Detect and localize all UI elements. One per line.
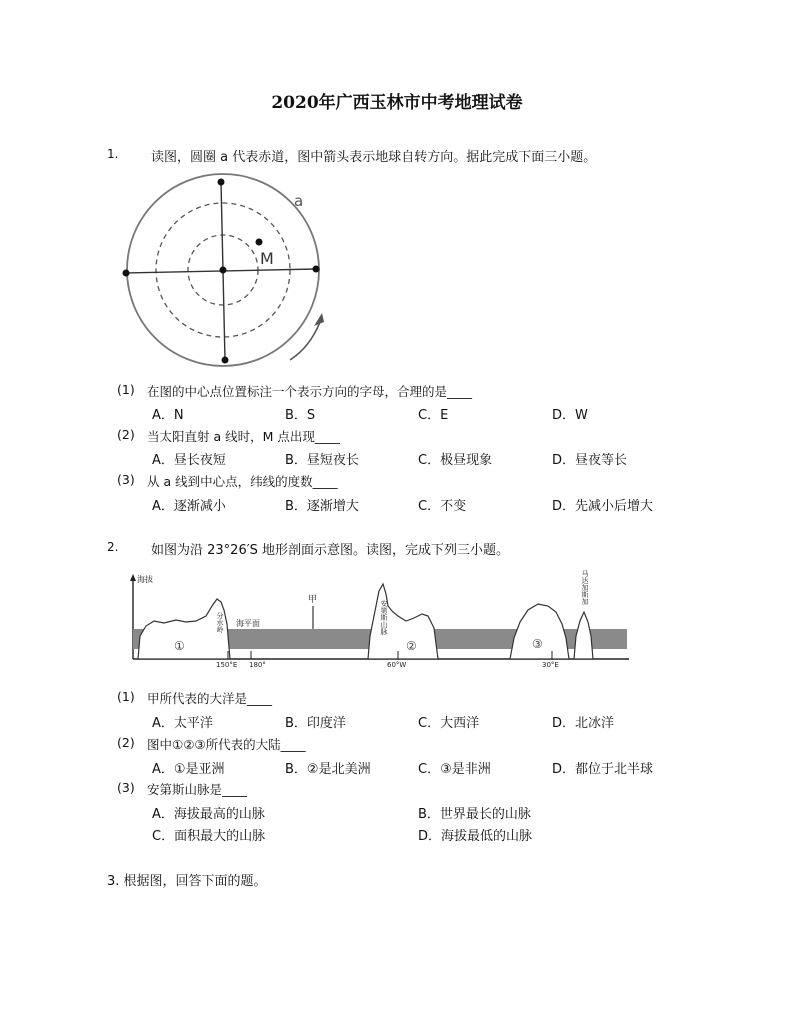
q1-sub2-option-c[interactable]: C．极昼现象 xyxy=(418,453,493,468)
q2-sub1-text: 甲所代表的大洋是____ xyxy=(147,691,273,706)
q1-sub1-number: (1) xyxy=(117,382,135,397)
q1-sub3-option-a[interactable]: A．逐渐减小 xyxy=(152,499,226,514)
center-dot xyxy=(220,267,227,274)
q2-sub3-option-a[interactable]: A．海拔最高的山脉 xyxy=(152,807,265,822)
q2-sub3-option-d[interactable]: D．海拔最低的山脉 xyxy=(418,829,533,844)
q2-sub3-option-c[interactable]: C．面积最大的山脉 xyxy=(152,829,266,844)
q1-sub1-text: 在图的中心点位置标注一个表示方向的字母，合理的是____ xyxy=(147,384,473,399)
lon-label-180: 180° xyxy=(249,661,266,669)
q1-sub1-option-b[interactable]: B．S xyxy=(285,408,316,423)
q1-sub3-option-b[interactable]: B．逐渐增大 xyxy=(285,499,359,514)
mountain-2-label: 安第斯山脉 xyxy=(380,600,388,635)
lon-label-150e: 150°E xyxy=(216,661,238,669)
bottom-dot xyxy=(222,357,229,364)
q2-sub2-text: 图中①②③所代表的大陆____ xyxy=(147,737,306,752)
q2-sub3-number: (3) xyxy=(117,780,135,795)
mountain-3-label: 马达加斯加 xyxy=(581,570,589,605)
q1-sub2-text: 当太阳直射 a 线时，M 点出现____ xyxy=(147,429,340,444)
page-title: 2020年广西玉林市中考地理试卷 xyxy=(271,93,523,113)
q1-sub1-option-a[interactable]: A．N xyxy=(152,408,184,423)
terrain-profile-figure xyxy=(124,566,634,670)
rotation-arrow xyxy=(290,322,320,360)
right-dot xyxy=(313,266,320,273)
left-dot xyxy=(123,270,130,277)
q2-sub1-option-b[interactable]: B．印度洋 xyxy=(285,716,346,731)
q1-sub3-number: (3) xyxy=(117,472,135,487)
lon-label-60w: 60°W xyxy=(387,661,407,669)
q1-sub3-option-d[interactable]: D．先减小后增大 xyxy=(552,499,654,514)
q2-sub2-option-c[interactable]: C．③是非洲 xyxy=(418,762,491,777)
q1-sub2-option-a[interactable]: A．昼长夜短 xyxy=(152,453,226,468)
q2-sub1-option-c[interactable]: C．大西洋 xyxy=(418,716,480,731)
q2-sub3-option-b[interactable]: B．世界最长的山脉 xyxy=(418,807,531,822)
q1-sub1-option-c[interactable]: C．E xyxy=(418,408,449,423)
q2-sub2-option-a[interactable]: A．①是亚洲 xyxy=(152,762,225,777)
question-1-stem: 读图，圆圈 a 代表赤道，图中箭头表示地球自转方向。据此完成下面三小题。 xyxy=(151,150,597,165)
q1-sub2-option-b[interactable]: B．昼短夜长 xyxy=(285,453,359,468)
q2-sub1-option-a[interactable]: A．太平洋 xyxy=(152,716,213,731)
q1-sub3-option-c[interactable]: C．不变 xyxy=(418,499,467,514)
q2-sub2-option-d[interactable]: D．都位于北半球 xyxy=(552,762,654,777)
question-2-stem: 如图为沿 23°26′S 地形剖面示意图。读图，完成下列三小题。 xyxy=(151,543,510,558)
top-dot xyxy=(218,179,225,186)
q2-sub1-number: (1) xyxy=(117,689,135,704)
continent-3-number: ③ xyxy=(532,637,543,651)
q1-sub2-number: (2) xyxy=(117,427,135,442)
q2-sub2-number: (2) xyxy=(117,735,135,750)
sea-level-label: 海平面 xyxy=(236,619,260,628)
mountain-1-label: 分水岭 xyxy=(216,612,224,633)
y-axis-label: 海拔 xyxy=(137,575,153,584)
continent-1-number: ① xyxy=(174,639,185,653)
q1-sub3-text: 从 a 线到中心点，纬线的度数____ xyxy=(147,474,338,489)
madagascar xyxy=(574,612,593,659)
y-axis-arrow xyxy=(130,574,136,581)
q2-sub3-text: 安第斯山脉是____ xyxy=(147,782,248,797)
label-a: a xyxy=(294,192,304,210)
continent-2-number: ② xyxy=(406,639,417,653)
question-3-text: 3. 根据图，回答下面的题。 xyxy=(107,874,267,889)
point-m-dot xyxy=(256,239,263,246)
jia-label: 甲 xyxy=(308,595,318,605)
lon-label-30e: 30°E xyxy=(542,661,559,669)
label-m: M xyxy=(260,249,274,268)
q2-sub2-option-b[interactable]: B．②是北美洲 xyxy=(285,762,371,777)
q2-sub1-option-d[interactable]: D．北冰洋 xyxy=(552,716,615,731)
question-1-number: 1. xyxy=(107,147,119,161)
question-2-number: 2. xyxy=(107,540,119,554)
q1-sub1-option-d[interactable]: D．W xyxy=(552,408,588,423)
q1-sub2-option-d[interactable]: D．昼夜等长 xyxy=(552,453,628,468)
continent-2 xyxy=(368,584,438,659)
equator-figure xyxy=(118,172,328,368)
